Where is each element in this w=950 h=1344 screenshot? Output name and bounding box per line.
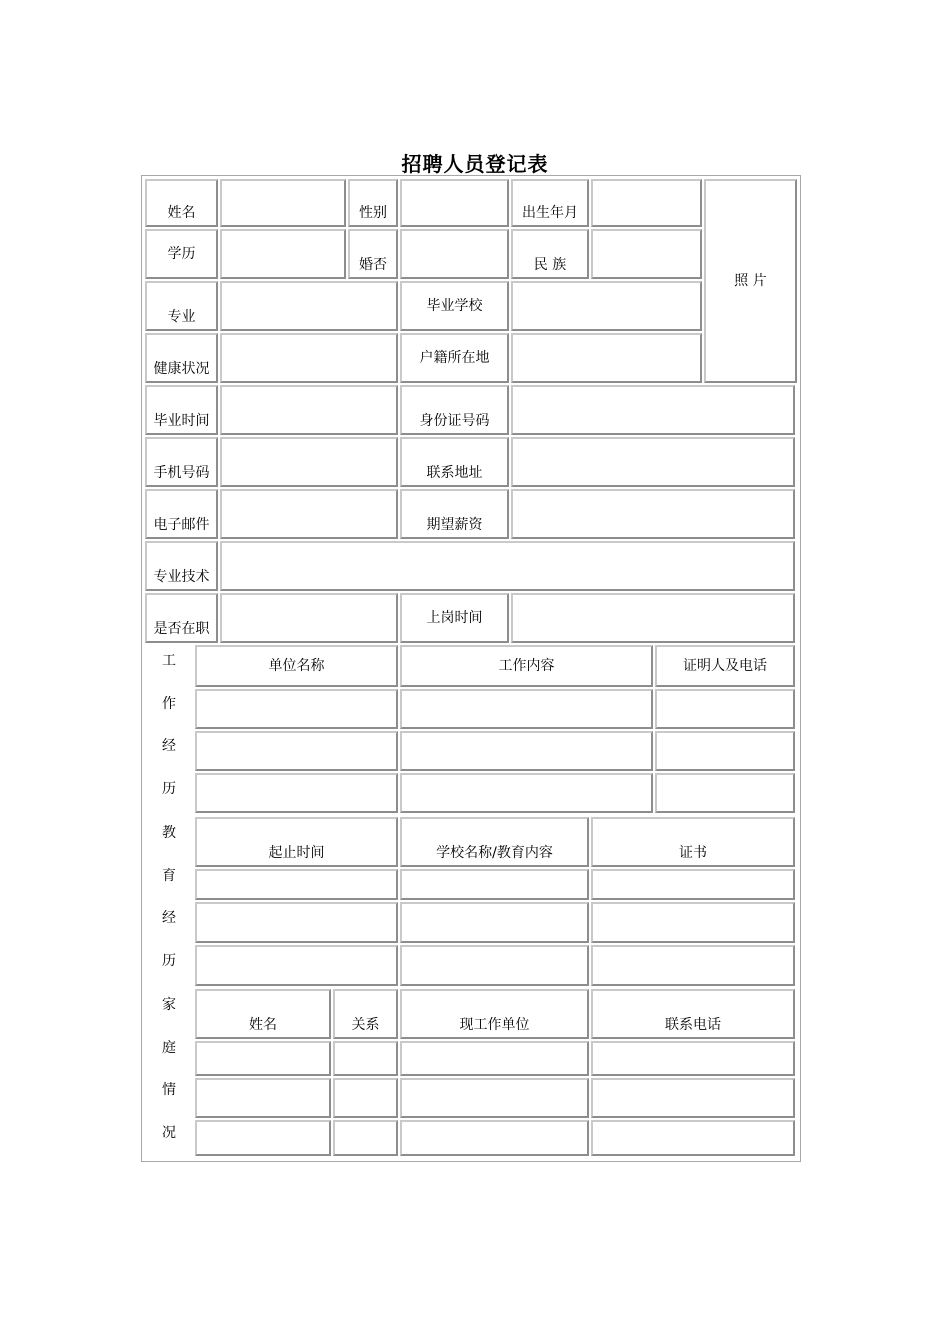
family-employer-field[interactable] [400,1120,589,1156]
name-label-cell [145,179,218,227]
id-number-label-cell [400,385,509,435]
skills-field[interactable] [220,541,795,591]
email-label-cell [145,489,218,539]
birth-label-cell [511,179,589,227]
address-field[interactable] [511,437,795,487]
edu-school-content-field[interactable] [400,945,589,986]
work-work-content-field[interactable] [400,773,653,813]
mobile-field[interactable] [220,437,398,487]
work-reference-field[interactable] [655,773,795,813]
skills-label-cell [145,541,218,591]
gender-field[interactable] [400,179,509,227]
start-time-label: 上岗时间 [426,610,483,626]
name-label: 姓名 [167,205,196,221]
work-section-label-char: 历 [162,780,176,797]
edu-header-certificate: 证书 [679,845,707,861]
family-relation-field[interactable] [333,1041,398,1076]
work-section-label-char: 工 [162,653,176,669]
family-header-name: 姓名 [249,1017,277,1033]
address-label-cell [400,437,509,487]
edu-period-field[interactable] [195,869,398,900]
family-employer-field[interactable] [400,1078,589,1118]
gender-label: 性别 [359,205,387,221]
marital-label-cell [348,229,398,279]
birth-label: 出生年月 [522,205,578,221]
marital-field[interactable] [400,229,509,279]
work-header-reference: 证明人及电话 [683,658,767,674]
hukou-field[interactable] [511,333,702,383]
ethnicity-label: 民 族 [533,257,567,273]
family-section-label-char: 情 [162,1082,176,1098]
work-section-label-char: 经 [162,738,176,754]
work-header-company: 单位名称 [268,658,325,674]
photo-label-cell [704,179,797,383]
gender-label-cell [348,179,398,227]
family-section-label-char: 家 [162,997,176,1013]
salary-label: 期望薪资 [426,517,483,533]
grad-time-label-cell [145,385,218,435]
hukou-label-cell [400,333,509,383]
edu-header-school-content-cell [400,817,589,867]
employed-label: 是否在职 [153,621,210,637]
work-header-reference-cell [655,645,795,687]
email-field[interactable] [220,489,398,539]
edu-header-school-content: 学校名称/教育内容 [436,845,553,861]
family-section-label-char: 况 [162,1124,176,1141]
edu-period-field[interactable] [195,945,398,986]
edu-section-label-cell [145,817,193,987]
family-header-employer-cell [400,989,589,1039]
edu-school-content-field[interactable] [400,902,589,943]
edu-header-period: 起止时间 [268,845,325,861]
school-field[interactable] [511,281,702,331]
form-title: 招聘人员登记表 [401,152,549,176]
edu-section-label-char: 教 [162,825,176,841]
start-time-label-cell [400,593,509,643]
school-label: 毕业学校 [426,298,483,314]
employed-label-cell [145,593,218,643]
work-reference-field[interactable] [655,689,795,729]
family-relation-field[interactable] [333,1078,398,1118]
family-header-relation-cell [333,989,398,1039]
family-phone-field[interactable] [591,1078,795,1118]
edu-section-label-char: 育 [162,867,176,884]
family-header-relation: 关系 [351,1017,380,1033]
major-label: 专业 [167,309,196,325]
major-field[interactable] [220,281,398,331]
family-section-label-char: 庭 [162,1039,176,1056]
start-time-field[interactable] [511,593,795,643]
edu-certificate-field[interactable] [591,945,795,986]
education-label: 学历 [167,246,196,262]
family-phone-field[interactable] [591,1041,795,1076]
edu-school-content-field[interactable] [400,869,589,900]
work-section-label-char: 作 [162,695,176,712]
school-label-cell [400,281,509,331]
edu-section-label-char: 历 [162,952,176,969]
health-label: 健康状况 [153,361,210,377]
work-header-work-content: 工作内容 [498,658,555,674]
work-work-content-field[interactable] [400,689,653,729]
marital-label: 婚否 [359,257,387,273]
address-label: 联系地址 [426,465,483,481]
major-label-cell [145,281,218,331]
family-header-name-cell [195,989,331,1039]
work-header-company-cell [195,645,398,687]
edu-certificate-field[interactable] [591,869,795,900]
id-number-label: 身份证号码 [419,413,490,429]
work-company-field[interactable] [195,689,398,729]
photo-label: 照 片 [734,273,767,289]
mobile-label-cell [145,437,218,487]
family-name-field[interactable] [195,1078,331,1118]
health-field[interactable] [220,333,398,383]
family-phone-field[interactable] [591,1120,795,1156]
email-label: 电子邮件 [153,517,210,533]
mobile-label: 手机号码 [153,465,210,481]
family-name-field[interactable] [195,1041,331,1076]
family-header-employer: 现工作单位 [459,1017,530,1033]
id-number-field[interactable] [511,385,795,435]
birth-field[interactable] [591,179,702,227]
ethnicity-label-cell [511,229,589,279]
salary-field[interactable] [511,489,795,539]
family-header-phone-cell [591,989,795,1039]
education-field[interactable] [220,229,346,279]
work-reference-field[interactable] [655,731,795,771]
edu-header-certificate-cell [591,817,795,867]
hukou-label: 户籍所在地 [419,350,490,366]
health-label-cell [145,333,218,383]
skills-label: 专业技术 [153,569,210,585]
employed-field[interactable] [220,593,398,643]
edu-section-label-char: 经 [162,910,176,926]
salary-label-cell [400,489,509,539]
family-header-phone: 联系电话 [665,1017,721,1033]
ethnicity-field[interactable] [591,229,702,279]
education-label-cell [145,229,218,279]
edu-period-field[interactable] [195,902,398,943]
work-work-content-field[interactable] [400,731,653,771]
work-section-label-cell [145,645,193,815]
grad-time-label: 毕业时间 [153,413,210,429]
family-relation-field[interactable] [333,1120,398,1156]
edu-header-period-cell [195,817,398,867]
work-company-field[interactable] [195,773,398,813]
edu-certificate-field[interactable] [591,902,795,943]
grad-time-field[interactable] [220,385,398,435]
work-header-work-content-cell [400,645,653,687]
family-section-label-cell [145,989,193,1159]
family-name-field[interactable] [195,1120,331,1156]
family-employer-field[interactable] [400,1041,589,1076]
name-field[interactable] [220,179,346,227]
work-company-field[interactable] [195,731,398,771]
